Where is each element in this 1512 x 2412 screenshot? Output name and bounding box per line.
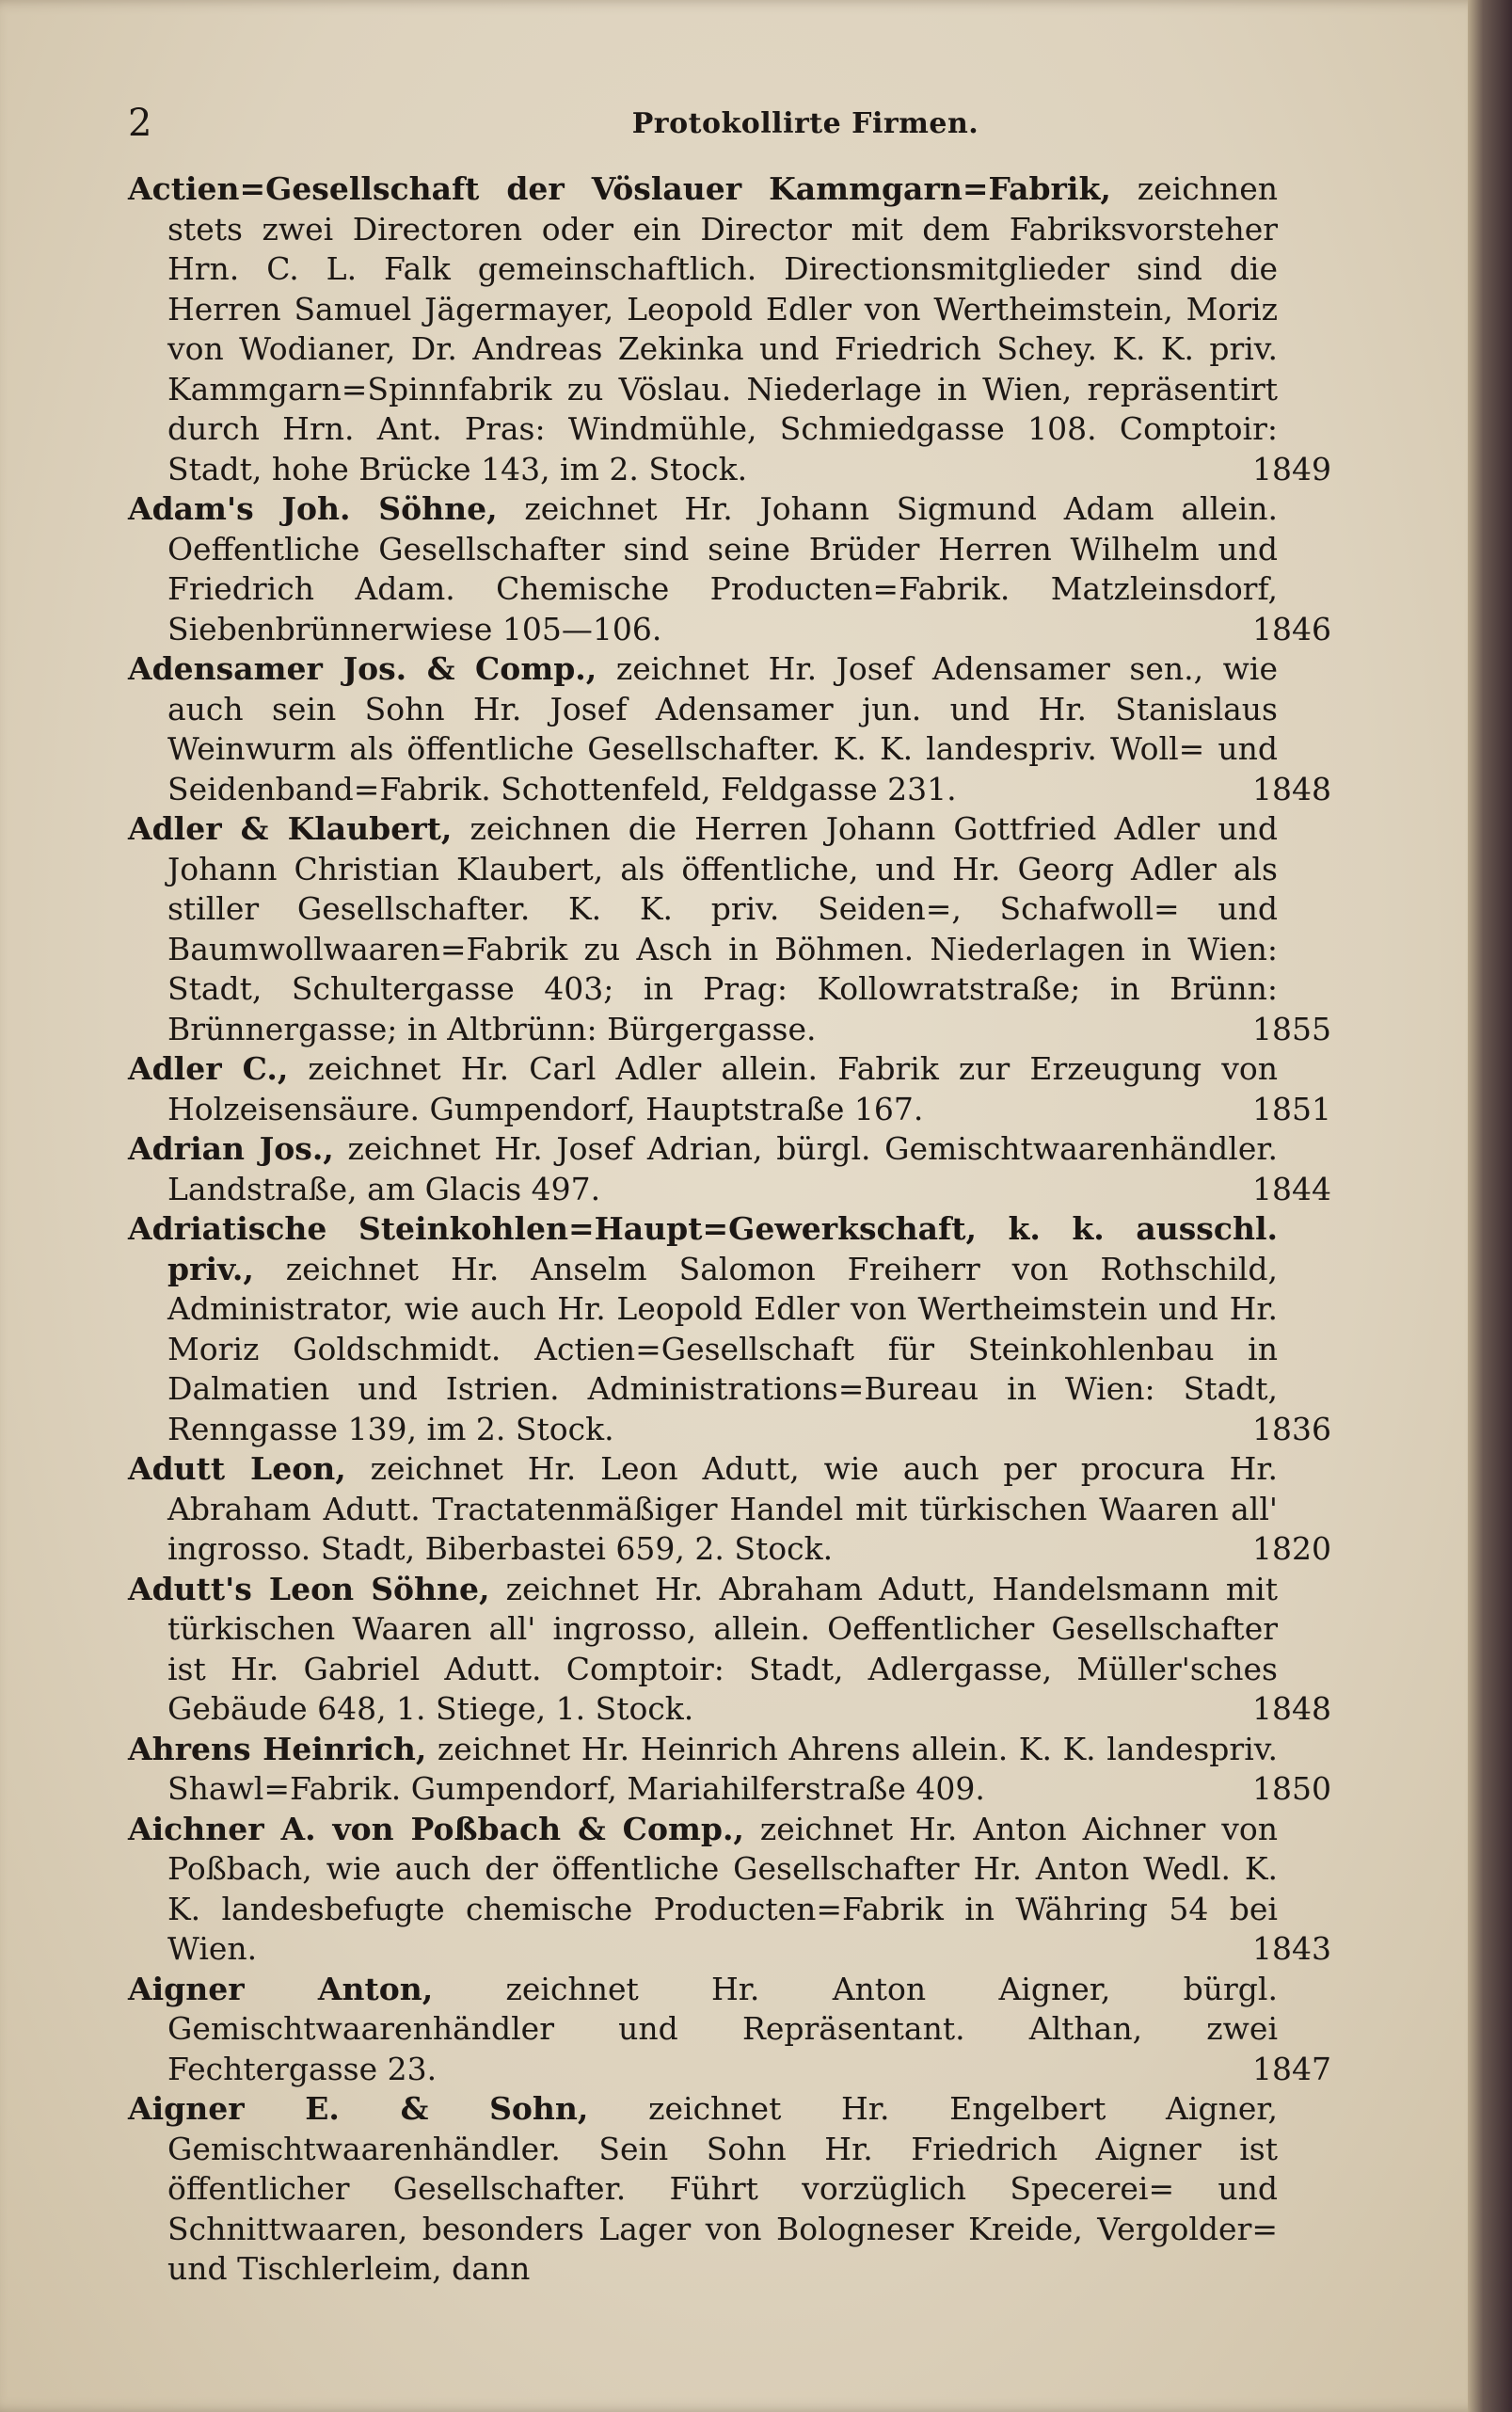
firm-name: Adam's Joh. Söhne, [128,490,498,527]
registration-year: 1844 [1252,1170,1331,1207]
firm-entry [128,1049,1331,1129]
firm-name: Adriatische Steinkohlen=Haupt=Gewerkschaft, k. k. ausschl. priv., [128,1210,1278,1287]
firm-name: Adutt's Leon Söhne, [128,1570,490,1607]
firm-description: zeichnet Hr. Leon Adutt, wie auch per procura Hr. Abraham Adutt. Tractatenmäßiger Handel mit türkischen Waaren all' ingrosso. Stadt, Biberbastei 659, 2. Stock. [167,1450,1278,1567]
firm-entry [128,1570,1331,1730]
firm-name: Aichner A. von Poßbach & Comp., [128,1810,744,1847]
firm-description: zeichnet Hr. Heinrich Ahrens allein. K. K. landespriv. Shawl=Fabrik. Gumpendorf, Mariahilferstraße 409. [167,1730,1278,1807]
firm-name: Adutt Leon, [128,1450,346,1487]
registration-year: 1820 [1252,1530,1331,1567]
firm-description: zeichnet Hr. Carl Adler allein. Fabrik zur Erzeugung von Holzeisensäure. Gumpendorf, Hauptstraße 167. [167,1050,1279,1127]
firm-name: Aigner E. & Sohn, [128,2090,589,2127]
firm-entry [128,2089,1278,2290]
firm-entry [128,489,1331,649]
firm-name: Adler C., [128,1050,289,1087]
firm-name: Adrian Jos., [128,1130,334,1167]
registration-year: 1843 [1252,1930,1331,1967]
firm-entry [128,169,1331,489]
firm-description: zeichnet Hr. Josef Adensamer sen., wie auch sein Sohn Hr. Josef Adensamer jun. und Hr. Stanislaus Weinwurm als öffentliche Gesellschafter. K. K. landespriv. Woll= und Seidenband=Fabrik. Schottenfeld, Feldgasse 231. [167,650,1278,807]
firm-description: zeichnet Hr. Anton Aichner von Poßbach, wie auch der öffentliche Gesellschafter Hr. Anton Wedl. K. K. landesbefugte chemische Producten=Fabrik in Währing 54 bei Wien. [167,1810,1278,1967]
firm-description: zeichnet Hr. Anselm Salomon Freiherr von Rothschild, Administrator, wie auch Hr. Leopold Edler von Wertheimstein und Hr. Moriz Goldschmidt. Actien=Gesellschaft für Steinkohlenbau in Dalmatien und Istrien. Administrations=Bureau in Wien: Stadt, Renngasse 139, im 2. Stock. [167,1250,1278,1447]
firm-description: zeichnet Hr. Abraham Adutt, Handelsmann mit türkischen Waaren all' ingrosso, allein. Oeffentlicher Gesellschafter ist Hr. Gabriel Adutt. Comptoir: Stadt, Adlergasse, Müller'sches Gebäude 648, 1. Stiege, 1. Stock. [167,1570,1278,1727]
firm-entry [128,1129,1331,1209]
registration-year: 1836 [1252,1410,1331,1447]
registration-year: 1846 [1252,610,1331,647]
firm-description: zeichnet Hr. Anton Aigner, bürgl. Gemischtwaarenhändler und Repräsentant. Althan, zwei Fechtergasse 23. [167,1970,1278,2087]
registration-year: 1850 [1252,1770,1331,1807]
firm-description: zeichnet Hr. Engelbert Aigner, Gemischtwaarenhändler. Sein Sohn Hr. Friedrich Aigner ist öffentlicher Gesellschafter. Führt vorzüglich Specerei= und Schnittwaaren, besonders Lager von Bologneser Kreide, Vergolder= und Tischlerleim, dann [167,2090,1278,2287]
running-head: Protokollirte Firmen. [631,107,979,140]
firm-entry [128,809,1331,1049]
page-number: 2 [128,102,152,145]
firm-description: zeichnen die Herren Johann Gottfried Adler und Johann Christian Klaubert, als öffentliche, und Hr. Georg Adler als stiller Gesellschafter. K. K. priv. Seiden=, Schafwoll= und Baumwollwaaren=Fabrik zu Asch in Böhmen. Niederlagen in Wien: Stadt, Schultergasse 403; in Prag: Kollowratstraße; in Brünn: Brünnergasse; in Altbrünn: Bürgergasse. [167,810,1278,1047]
firm-name: Adler & Klaubert, [128,810,453,847]
registration-year: 1848 [1252,770,1331,807]
firm-register-list [128,169,1332,2290]
firm-entry [128,1970,1331,2090]
firm-entry [128,1449,1331,1570]
firm-entry [128,1730,1331,1810]
registration-year: 1849 [1252,450,1331,487]
registration-year: 1847 [1252,2050,1331,2087]
firm-entry [128,1810,1331,1970]
firm-name: Actien=Gesellschaft der Vöslauer Kammgarn=Fabrik, [128,170,1111,207]
firm-description: zeichnet Hr. Johann Sigmund Adam allein. Oeffentliche Gesellschafter sind seine Brüder Herren Wilhelm und Friedrich Adam. Chemische Producten=Fabrik. Matzleinsdorf, Siebenbrünnerwiese 105—106. [167,490,1278,647]
registration-year: 1855 [1252,1010,1331,1047]
book-edge [1468,0,1512,2412]
firm-description: zeichnet Hr. Josef Adrian, bürgl. Gemischtwaarenhändler. Landstraße, am Glacis 497. [167,1130,1279,1207]
registration-year: 1851 [1252,1090,1331,1127]
firm-name: Aigner Anton, [128,1970,434,2007]
firm-name: Adensamer Jos. & Comp., [128,650,597,687]
page-header [128,102,1238,149]
firm-entry [128,649,1331,809]
firm-name: Ahrens Heinrich, [128,1730,427,1767]
firm-description: zeichnen stets zwei Directoren oder ein Director mit dem Fabriksvorsteher Hrn. C. L. Falk gemeinschaftlich. Directionsmitglieder sind die Herren Samuel Jägermayer, Leopold Edler von Wertheimstein, Moriz von Wodianer, Dr. Andreas Zekinka und Friedrich Schey. K. K. priv. Kammgarn=Spinnfabrik zu Vöslau. Niederlage in Wien, repräsentirt durch Hrn. Ant. Pras: Windmühle, Schmiedgasse 108. Comptoir: Stadt, hohe Brücke 143, im 2. Stock. [167,170,1278,487]
firm-entry [128,1209,1331,1449]
registration-year: 1848 [1252,1690,1331,1727]
